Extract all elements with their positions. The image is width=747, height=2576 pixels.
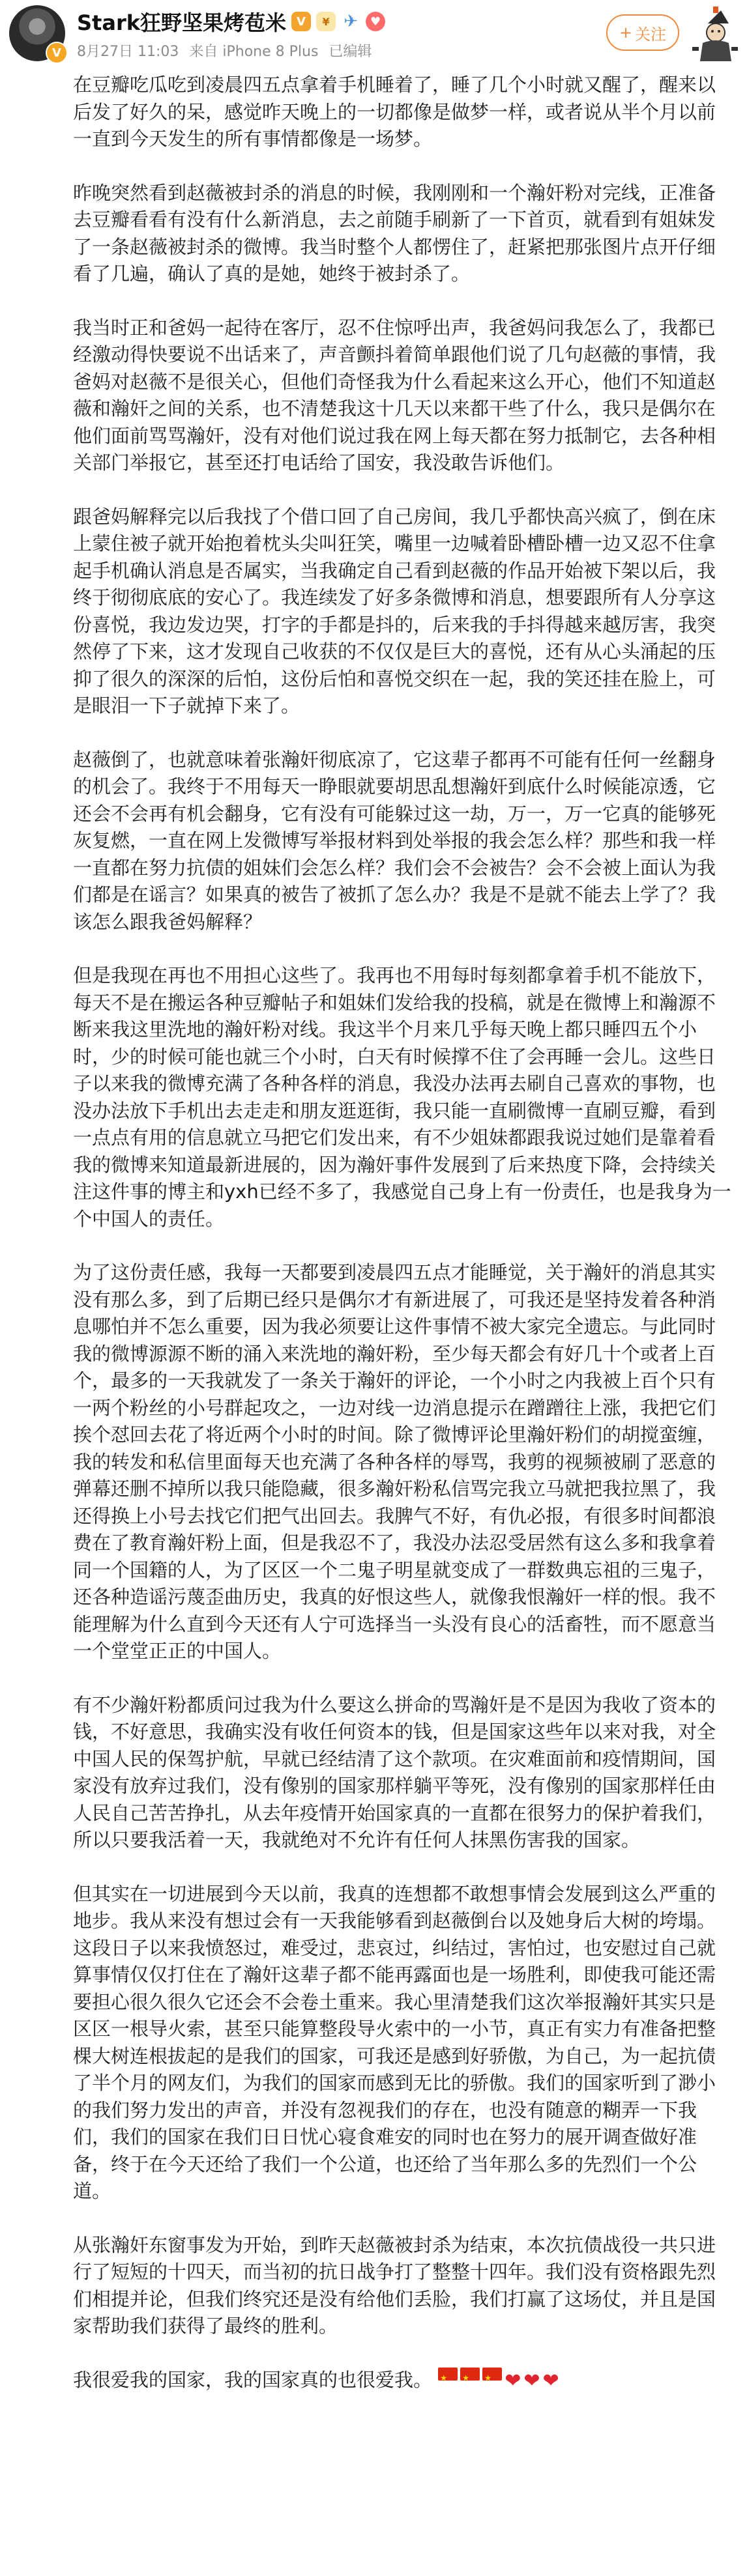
closing-line: 我很爱我的国家，我的国家真的也很爱我。 [73, 2368, 433, 2391]
paragraph-11 [73, 2367, 733, 2395]
paragraph-10: 从张瀚奸东窗事发为开始，到昨天赵薇被封杀为结束，本次抗债战役一共只进行了短短的十四天，而当初的抗日战争打了整整十四年。我们没有资格跟先烈们相提并论，但我们终究还是没有给他们丢脸，我们打赢了这场仗，并且是国家帮助我们获得了最终的胜利。 [73, 2233, 716, 2337]
ending-emojis [438, 2368, 559, 2395]
user-name[interactable]: Stark狂野坚果烤苞米 [77, 10, 287, 35]
paragraph-8: 有不少瀚奸粉都质问过我为什么要这么拼命的骂瀚奸是不是因为我收了资本的钱，不好意思，我确实没有收任何资本的钱，但是国家这些年以来对我，对全中国人民的保驾护航，早就已经结清了这个款项。在灾难面前和疫情期间，国家没有放弃过我们，没有像别的国家那样躺平等死，没有像别的国家那样任由人民自己苦苦挣扎，从去年疫情开始国家真的一直都在很努力的保护着我们，所以只要我活着一天，我就绝对不允许有任何人抹黑伤害我的国家。 [73, 1693, 716, 1851]
post-date: 8月27日 11:03 [77, 44, 179, 60]
paragraph-2: 昨晚突然看到赵薇被封杀的消息的时候，我刚刚和一个瀚奸粉对完线，正准备去豆瓣看看有没有什么新消息，去之前随手刷新了一下首页，就看到有姐妹发了一条赵薇被封杀的微博。我当时整个人都愣住了，赶紧把那张图片点开仔细看了几遍，确认了真的是她，她终于被封杀了。 [73, 181, 716, 285]
name-row [77, 7, 385, 36]
post-header [0, 0, 747, 72]
paragraph-9: 但其实在一切进展到今天以前，我真的连想都不敢想事情会发展到这么严重的地步。我从来没有想过会有一天我能够看到赵薇倒台以及她身后大树的垮塌。这段日子以来我愤怒过，难受过，悲哀过，纠结过，害怕过，也安慰过自己就算事情仅仅打住在了瀚奸这辈子都不能再露面也是一场胜利，即使我可能还需要担心很久很久它还会不会卷土重来。我心里清楚我们这次举报瀚奸其实只是区区一根导火索，甚至只能算整段导火索中的一小节，真正有实力有准备把整棵大树连根拔起的是我们的国家，可我还是感到好骄傲，为自己，为一起抗债了半个月的网友们，为我们的国家而感到无比的骄傲。我们的国家听到了渺小的我们努力发出的声音，并没有忽视我们的存在，也没有随意的糊弄一下我们，我们的国家在我们日日忧心寝食难安的同时也在努力的展开调查做好准备，终于在今天还给了我们一个公道，也还给了当年那么多的先烈们一个公道。 [73, 1882, 716, 2202]
china-flag-icon [482, 2368, 502, 2381]
heart-icon: ❤ [542, 2369, 559, 2392]
china-flag-icon [460, 2368, 480, 2381]
paragraph-7: 为了这份责任感，我每一天都要到凌晨四五点才能睡觉，关于瀚奸的消息其实没有那么多，到了后期已经只是偶尔才有新进展了，可我还是坚持发着各种消息哪怕并不怎么重要，因为我必须要让这件事情不被大家完全遗忘。与此同时我的微博源源不断的涌入来洗地的瀚奸粉，至少每天都会有好几十个或者上百个，最多的一天我就发了一条关于瀚奸的评论，一个小时之内我被上百个只有一两个粉丝的小号群起攻之，一边对线一边消息提示在蹭蹭往上涨，我把它们挨个怼回去花了将近两个小时的时间。除了微博评论里瀚奸粉们的胡搅蛮缠，我的转发和私信里面每天也充满了各种各样的辱骂，我剪的视频被刷了恶意的弹幕还删不掉所以我只能隐藏，很多瀚奸粉私信骂完我立马就把我拉黑了，我还得换上小号去找它们把气出回去。我脾气不好，有仇必报，有很多时间都浪费在了教育瀚奸粉上面，但是我忍不了，我没办法忍受居然有这么多和我拿着同一个国籍的人，为了区区一个二鬼子明星就变成了一群数典忘祖的三鬼子，还各种造谣污蔑歪曲历史，我真的好恨这些人，就像我恨瀚奸一样的恨。我不能理解为什么直到今天还有人宁可选择当一头没有良心的活畜牲，而不愿意当一个堂堂正正的中国人。 [73, 1261, 716, 1662]
follow-label: 关注 [635, 25, 667, 44]
paragraph-6: 但是我现在再也不用担心这些了。我再也不用每时每刻都拿着手机不能放下，每天不是在搬运各种豆瓣帖子和姐妹们发给我的投稿，就是在微博上和瀚源不断来我这里洗地的瀚奸粉对线。我这半个月来几乎每天晚上都只睡四五个小时，少的时候可能也就三个小时，白天有时候撑不住了会再睡一会儿。这些日子以来我的微博充满了各种各样的消息，我没办法再去刷自己喜欢的事物，也没办法放下手机出去走走和朋友逛逛街，我只能一直刷微博一直刷豆瓣，看到一点点有用的信息就立马把它们发出来，有不少姐妹都跟我说过她们是靠着看我的微博来知道最新进展的，因为瀚奸事件发展到了后来热度下降，会持续关注这件事的博主和yxh已经不多了，我感觉自己身上有一份责任，也是我身为一个中国人的责任。 [73, 964, 731, 1230]
edited-label[interactable]: 已编辑 [329, 44, 372, 60]
china-flag-icon [438, 2368, 458, 2381]
post-source: 来自 iPhone 8 Plus [189, 44, 319, 60]
post-content [0, 72, 747, 2394]
verified-badge-icon: V [46, 42, 68, 64]
plane-badge-icon[interactable]: ✈ [344, 12, 358, 31]
paragraph-4: 跟爸妈解释完以后我找了个借口回了自己房间，我几乎都快高兴疯了，倒在床上蒙住被子就开始抱着枕头尖叫狂笑，嘴里一边喊着卧槽卧槽一边又忍不住拿起手机确认消息是否属实，当我确定自己看到赵薇的作品开始被下架以后，我终于彻彻底底的安心了。我连续发了好多条微博和消息，想要跟所有人分享这份喜悦，我边发边哭，打字的手都是抖的，后来我的手抖得越来越厉害，我突然停了下来，这才发现自己收获的不仅仅是巨大的喜悦，还有从心头涌起的压抑了很久的深深的后怕，这份后怕和喜悦交织在一起，我的笑还挂在脸上，可是眼泪一下子就掉下来了。 [73, 505, 716, 717]
decoration-figure-icon [688, 4, 742, 64]
paragraph-5: 赵薇倒了，也就意味着张瀚奸彻底凉了，它这辈子都再不可能有任何一丝翻身的机会了。我终于不用每天一睁眼就要胡思乱想瀚奸到底什么时候能凉透，它还会不会再有机会翻身，它有没有可能躲过这一劫，万一，万一它真的能够死灰复燃，一直在网上发微博写举报材料到处举报的我会怎么样？那些和我一样一直都在努力抗债的姐妹们会怎么样？我们会不会被告？会不会被上面认为我们都是在谣言？如果真的被告了被抓了怎么办？我是不是就不能去上学了？我该怎么跟我爸妈解释？ [73, 748, 716, 933]
post-meta [77, 40, 372, 61]
plus-icon: + [619, 23, 633, 42]
follow-button[interactable] [606, 14, 679, 51]
paragraph-3: 我当时正和爸妈一起待在客厅，忍不住惊呼出声，我爸妈问我怎么了，我都已经激动得快要说不出话来了，声音颤抖着简单跟他们说了几句赵薇的事情，我爸妈对赵薇不是很关心，但他们奇怪我为什么看起来这么开心，他们不知道赵薇和瀚奸之间的关系，也不清楚我这十几天以来都干些了什么，我只是偶尔在他们面前骂骂瀚奸，没有对他们说过我在网上每天都在努力抵制它，去各种相关部门举报它，甚至还打电话给了国安，我没敢告诉他们。 [73, 316, 716, 474]
vip-badge-icon[interactable]: V [291, 12, 311, 31]
heart-icon: ❤ [523, 2369, 540, 2392]
money-badge-icon[interactable]: ¥ [316, 12, 336, 31]
paragraph-1: 在豆瓣吃瓜吃到凌晨四五点拿着手机睡着了，睡了几个小时就又醒了，醒来以后发了好久的呆，感觉昨天晚上的一切都像是做梦一样，或者说从半个月以前一直到今天发生的所有事情都像是一场梦。 [73, 74, 716, 150]
heart-icon: ❤ [505, 2369, 521, 2392]
heart-badge-icon[interactable]: ♥ [366, 12, 385, 31]
